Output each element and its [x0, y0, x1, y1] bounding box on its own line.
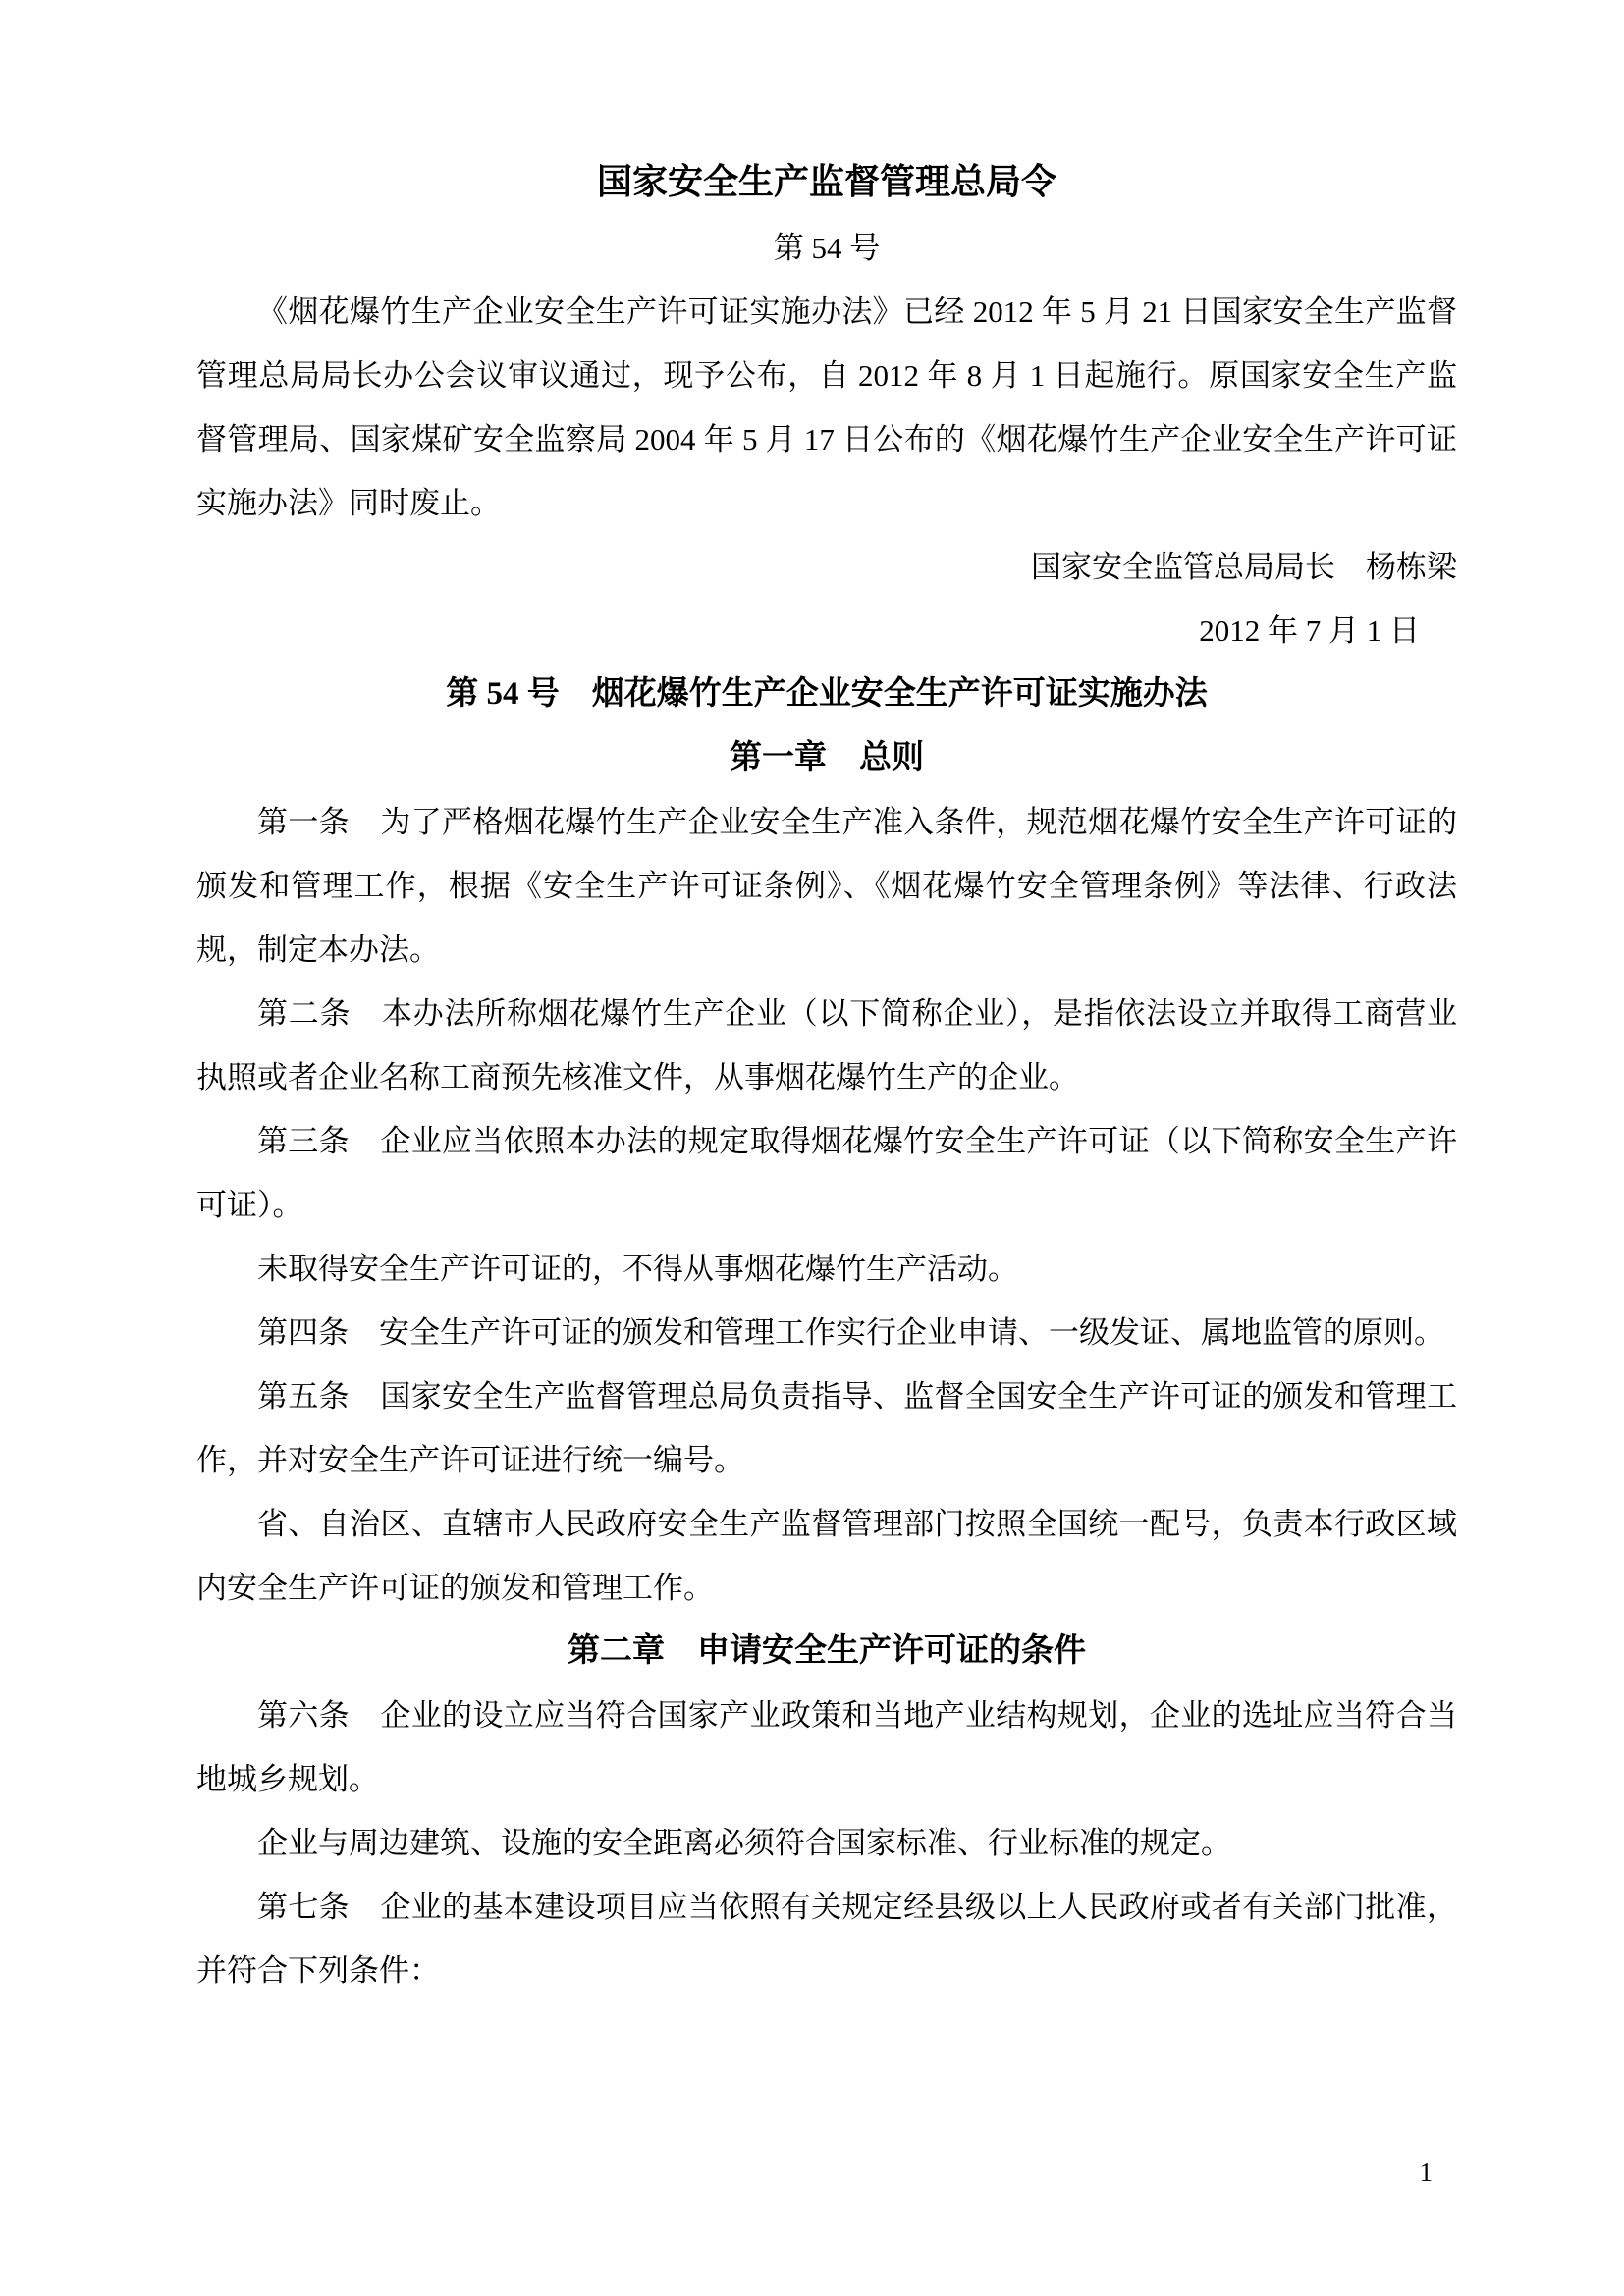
article-4-paragraph: 第四条 安全生产许可证的颁发和管理工作实行企业申请、一级发证、属地监管的原则。 [257, 1315, 1444, 1350]
article-7-paragraph: 第七条 企业的基本建设项目应当依照有关规定经县级以上人民政府或者有关部门批准，并符合下列条件： [196, 1890, 1457, 1988]
article-5-paragraph: 第五条 国家安全生产监督管理总局负责指导、监督全国安全生产许可证的颁发和管理工作，并对安全生产许可证进行统一编号。 [196, 1379, 1457, 1477]
order-number: 第 54 号 [773, 231, 881, 265]
article-6-subparagraph: 企业与周边建筑、设施的安全距离必须符合国家标准、行业标准的规定。 [257, 1826, 1231, 1860]
article-2-paragraph: 第二条 本办法所称烟花爆竹生产企业（以下简称企业），是指依法设立并取得工商营业执照或者企业名称工商预先核准文件，从事烟花爆竹生产的企业。 [196, 996, 1457, 1095]
chapter-1-heading: 第一章 总则 [730, 740, 924, 775]
article-3-subparagraph: 未取得安全生产许可证的，不得从事烟花爆竹生产活动。 [257, 1252, 1018, 1286]
document-subtitle: 第 54 号 烟花爆竹生产企业安全生产许可证实施办法 [446, 676, 1208, 712]
article-3-paragraph: 第三条 企业应当依照本办法的规定取得烟花爆竹安全生产许可证（以下简称安全生产许可证）。 [196, 1124, 1457, 1222]
document-title: 国家安全生产监督管理总局令 [596, 162, 1056, 201]
article-1-paragraph: 第一条 为了严格烟花爆竹生产企业安全生产准入条件，规范烟花爆竹安全生产许可证的颁发和管理工作，根据《安全生产许可证条例》、《烟花爆竹安全管理条例》等法律、行政法规，制定本办法。 [196, 805, 1457, 967]
signature-line: 国家安全监管总局局长 杨栋梁 [1031, 550, 1457, 584]
article-5-subparagraph: 省、自治区、直辖市人民政府安全生产监督管理部门按照全国统一配号，负责本行政区域内安全生产许可证的颁发和管理工作。 [196, 1507, 1457, 1605]
article-6-paragraph: 第六条 企业的设立应当符合国家产业政策和当地产业结构规划，企业的选址应当符合当地城乡规划。 [196, 1698, 1457, 1796]
page-number: 1 [1419, 2158, 1433, 2187]
preamble-paragraph: 《烟花爆竹生产企业安全生产许可证实施办法》已经 2012 年 5 月 21 日国家安全生产监督管理总局局长办公会议审议通过，现予公布，自 2012 年 8 月 1 日起施行。原国家安全生产监督管理局、国家煤矿安全监察局 2004 年 5 月 17 日公布的《烟花爆竹生产企业安全生产许可证实施办法》同时废止。 [196, 294, 1457, 520]
chapter-2-heading: 第二章 申请安全生产许可证的条件 [568, 1633, 1086, 1669]
date-line: 2012 年 7 月 1 日 [1199, 614, 1420, 648]
